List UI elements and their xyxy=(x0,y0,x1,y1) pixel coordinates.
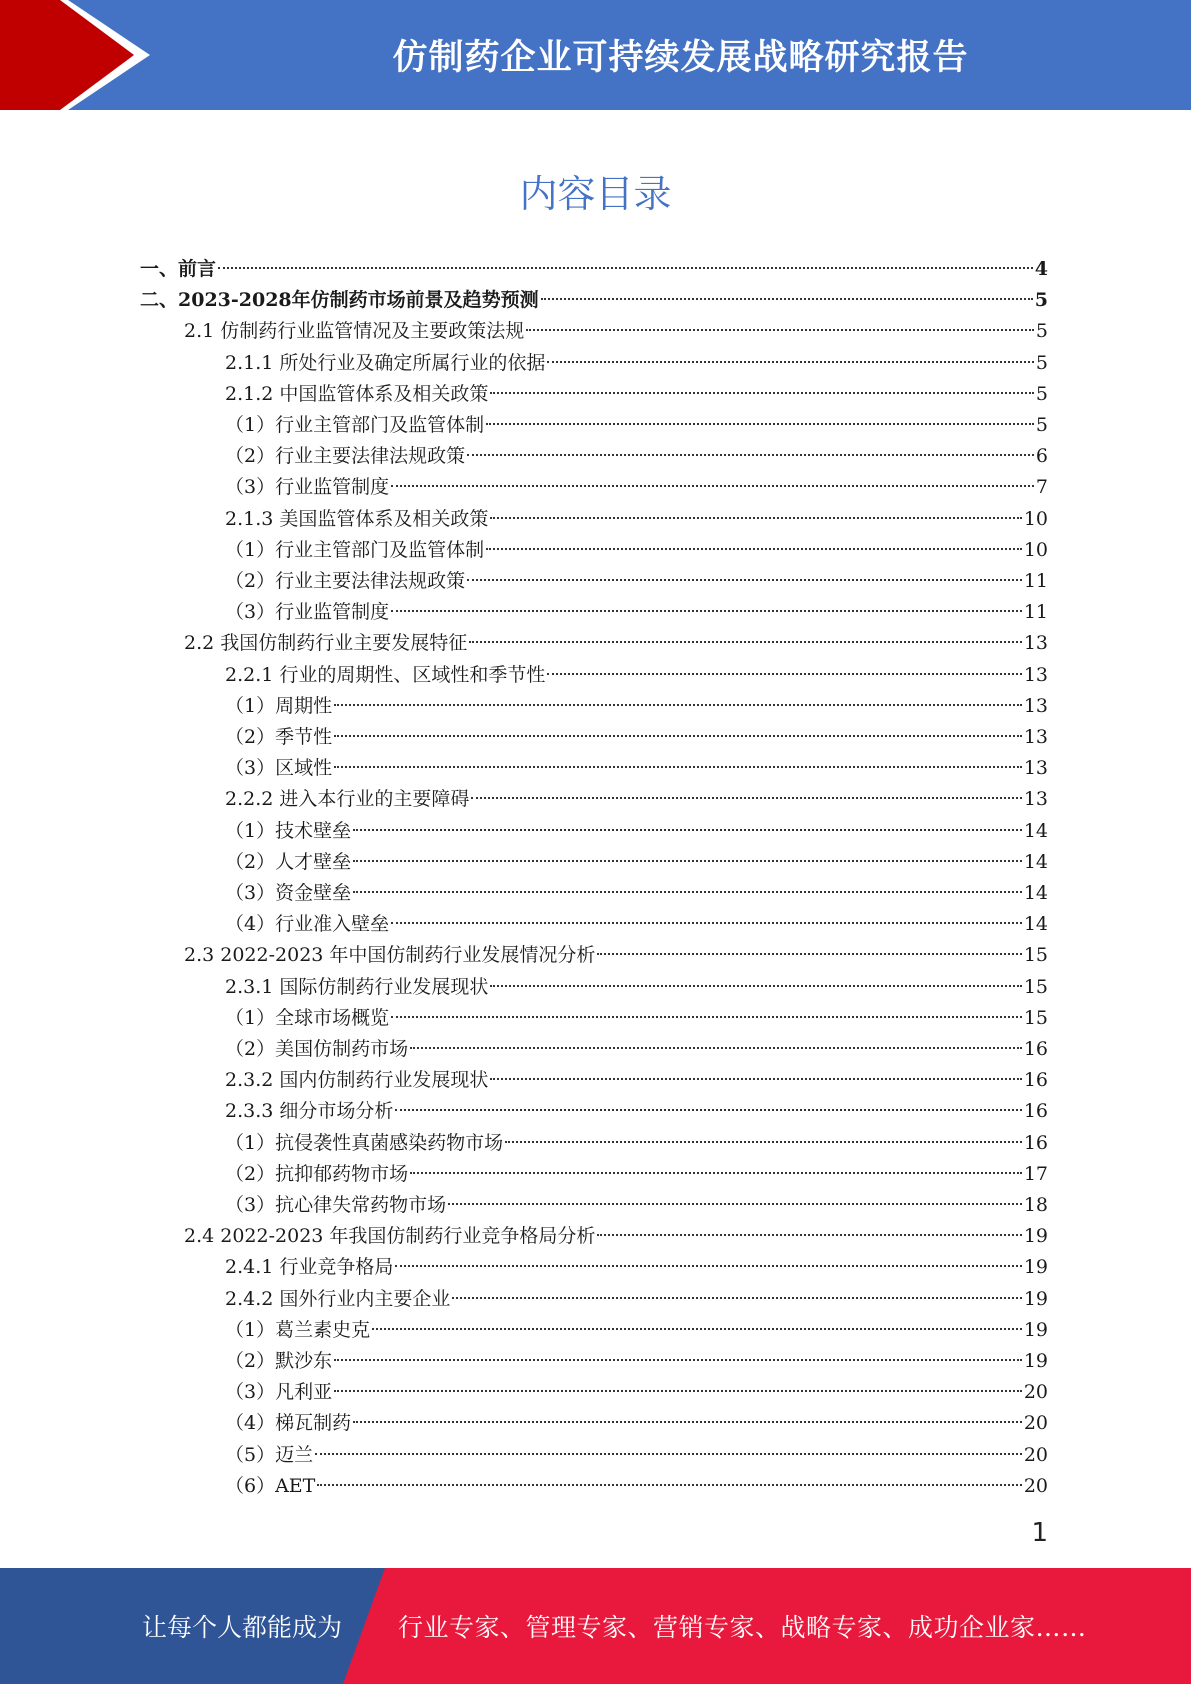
toc-entry-label: 2.4.1 行业竞争格局 xyxy=(225,1256,394,1279)
toc-entry[interactable] xyxy=(225,597,1048,628)
toc-dot-leader xyxy=(334,735,1022,737)
toc-entry[interactable] xyxy=(225,972,1048,1003)
toc-dot-leader xyxy=(490,985,1021,987)
toc-entry-page-number: 5 xyxy=(1035,351,1048,374)
toc-entry-label: （2）默沙东 xyxy=(225,1350,333,1372)
toc-entry-page-number: 14 xyxy=(1023,913,1048,936)
toc-entry-label: （3）凡利亚 xyxy=(225,1381,333,1404)
toc-dot-leader xyxy=(526,329,1034,331)
toc-dot-leader xyxy=(334,766,1022,768)
toc-entry[interactable] xyxy=(225,847,1048,878)
toc-dot-leader xyxy=(317,1484,1021,1486)
toc-entry[interactable] xyxy=(225,1034,1048,1065)
toc-entry-label: （1）行业主管部门及监管体制 xyxy=(225,414,485,436)
toc-entry-label: 2.1.2 中国监管体系及相关政策 xyxy=(225,382,489,405)
toc-dot-leader xyxy=(490,517,1021,519)
toc-entry[interactable] xyxy=(225,1315,1048,1346)
toc-entry-label: （1）抗侵袭性真菌感染药物市场 xyxy=(225,1131,504,1154)
toc-dot-leader xyxy=(391,1016,1022,1018)
toc-entry[interactable] xyxy=(225,1159,1048,1190)
toc-entry[interactable] xyxy=(225,1065,1048,1096)
toc-entry[interactable] xyxy=(225,753,1048,784)
toc-dot-leader xyxy=(372,1328,1022,1330)
toc-entry-label: 2.2.1 行业的周期性、区域性和季节性 xyxy=(225,663,546,686)
toc-entry-page-number: 13 xyxy=(1023,726,1048,748)
toc-entry-page-number: 5 xyxy=(1034,289,1048,312)
toc-dot-leader xyxy=(334,704,1022,706)
toc-entry-page-number: 6 xyxy=(1035,445,1048,468)
footer-banner xyxy=(0,1568,1191,1684)
toc-entry[interactable] xyxy=(184,1221,1048,1252)
toc-entry-page-number: 19 xyxy=(1023,1350,1048,1372)
toc-entry-label: 2.1.3 美国监管体系及相关政策 xyxy=(225,507,489,530)
toc-dot-leader xyxy=(469,641,1022,643)
toc-dot-leader xyxy=(448,1203,1022,1205)
toc-entry[interactable] xyxy=(225,878,1048,909)
toc-entry[interactable] xyxy=(225,1471,1048,1502)
toc-entry-page-number: 5 xyxy=(1035,320,1048,343)
toc-entry-label: （2）行业主要法律法规政策 xyxy=(225,445,466,468)
toc-entry-page-number: 15 xyxy=(1023,1006,1048,1029)
toc-entry-page-number: 16 xyxy=(1023,1100,1048,1123)
toc-entry-page-number: 15 xyxy=(1023,944,1048,967)
toc-entry-label: （3）抗心律失常药物市场 xyxy=(225,1194,447,1216)
toc-dot-leader xyxy=(410,1172,1022,1174)
toc-dot-leader xyxy=(391,485,1034,487)
toc-entry[interactable] xyxy=(184,628,1048,659)
toc-entry-page-number: 20 xyxy=(1023,1474,1048,1497)
toc-entry-label: （1）行业主管部门及监管体制 xyxy=(225,538,485,561)
toc-entry[interactable] xyxy=(184,316,1048,347)
toc-entry-page-number: 16 xyxy=(1023,1131,1048,1154)
toc-entry-label: （2）美国仿制药市场 xyxy=(225,1038,409,1060)
toc-entry-label: （2）抗抑郁药物市场 xyxy=(225,1162,409,1185)
toc-entry-page-number: 19 xyxy=(1023,1287,1048,1310)
toc-entry-label: 2.2.2 进入本行业的主要障碍 xyxy=(225,788,470,811)
toc-entry-page-number: 16 xyxy=(1023,1069,1048,1092)
toc-dot-leader xyxy=(353,891,1022,893)
toc-entry[interactable] xyxy=(225,1128,1048,1159)
toc-dot-leader xyxy=(391,922,1022,924)
toc-entry-page-number: 19 xyxy=(1023,1225,1048,1248)
toc-entry-label: 2.1.1 所处行业及确定所属行业的依据 xyxy=(225,351,546,374)
toc-entry-page-number: 13 xyxy=(1023,663,1048,686)
toc-entry-page-number: 20 xyxy=(1023,1412,1048,1435)
toc-dot-leader xyxy=(547,673,1021,675)
toc-dot-leader xyxy=(353,860,1022,862)
toc-entry-page-number: 10 xyxy=(1023,538,1048,561)
toc-entry-page-number: 11 xyxy=(1023,570,1048,592)
toc-entry-label: （3）行业监管制度 xyxy=(225,476,390,499)
toc-entry[interactable] xyxy=(140,254,1048,285)
toc-entry-label: 二、2023-2028年仿制药市场前景及趋势预测 xyxy=(140,289,539,312)
toc-entry[interactable] xyxy=(225,472,1048,503)
toc-dot-leader xyxy=(597,1234,1021,1236)
toc-entry-page-number: 4 xyxy=(1034,258,1048,280)
toc-dot-leader xyxy=(467,454,1034,456)
toc-dot-leader xyxy=(315,1453,1022,1455)
toc-entry-page-number: 10 xyxy=(1023,507,1048,530)
toc-entry[interactable] xyxy=(225,1346,1048,1377)
toc-entry-label: （2）行业主要法律法规政策 xyxy=(225,570,466,592)
toc-entry[interactable] xyxy=(225,1190,1048,1221)
toc-entry-page-number: 14 xyxy=(1023,882,1048,904)
toc-dot-leader xyxy=(467,579,1022,581)
toc-entry-page-number: 17 xyxy=(1023,1162,1048,1185)
toc-dot-leader xyxy=(486,548,1022,550)
toc-entry[interactable] xyxy=(225,722,1048,753)
toc-heading: 内容目录 xyxy=(519,172,672,216)
toc-entry[interactable] xyxy=(225,535,1048,566)
toc-entry-label: 2.4.2 国外行业内主要企业 xyxy=(225,1287,451,1310)
report-header-banner xyxy=(0,0,1191,110)
toc-dot-leader xyxy=(505,1141,1022,1143)
toc-entry-label: 一、前言 xyxy=(140,258,217,280)
toc-entry-label: （4）行业准入壁垒 xyxy=(225,913,390,936)
footer-slogan-right: 行业专家、管理专家、营销专家、战略专家、成功企业家…… xyxy=(398,1613,1087,1642)
toc-entry-page-number: 14 xyxy=(1023,850,1048,873)
toc-entry[interactable] xyxy=(225,691,1048,722)
toc-entry-label: （6）AET xyxy=(225,1474,316,1497)
toc-entry[interactable] xyxy=(225,1003,1048,1034)
toc-entry-label: 2.3.2 国内仿制药行业发展现状 xyxy=(225,1069,489,1092)
toc-entry-label: 2.3.3 细分市场分析 xyxy=(225,1100,394,1123)
toc-dot-leader xyxy=(395,1109,1021,1111)
toc-entry-label: （3）行业监管制度 xyxy=(225,601,390,624)
toc-entry[interactable] xyxy=(225,379,1048,410)
toc-entry[interactable] xyxy=(225,348,1048,379)
toc-entry[interactable] xyxy=(225,566,1048,597)
report-title: 仿制药企业可持续发展战略研究报告 xyxy=(392,38,969,78)
toc-entry-page-number: 19 xyxy=(1023,1256,1048,1279)
toc-entry[interactable] xyxy=(225,504,1048,535)
toc-dot-leader xyxy=(490,392,1034,394)
toc-entry[interactable] xyxy=(225,441,1048,472)
toc-entry-page-number: 7 xyxy=(1035,476,1048,499)
toc-entry-label: （1）全球市场概览 xyxy=(225,1006,390,1029)
toc-dot-leader xyxy=(547,361,1034,363)
toc-entry-label: 2.3.1 国际仿制药行业发展现状 xyxy=(225,975,489,998)
toc-entry[interactable] xyxy=(225,1440,1048,1471)
toc-entry-label: 2.2 我国仿制药行业主要发展特征 xyxy=(184,632,468,655)
toc-entry[interactable] xyxy=(225,1408,1048,1439)
toc-entry-label: （1）葛兰素史克 xyxy=(225,1318,371,1341)
toc-entry-label: （1）技术壁垒 xyxy=(225,819,352,842)
toc-dot-leader xyxy=(490,1078,1021,1080)
toc-dot-leader xyxy=(395,1265,1021,1267)
toc-entry-label: 2.4 2022-2023 年我国仿制药行业竞争格局分析 xyxy=(184,1225,596,1248)
toc-dot-leader xyxy=(353,829,1022,831)
toc-entry-page-number: 13 xyxy=(1023,694,1048,717)
toc-entry[interactable] xyxy=(225,1284,1048,1315)
toc-entry[interactable] xyxy=(184,940,1048,971)
toc-entry-label: （3）区域性 xyxy=(225,757,333,780)
toc-dot-leader xyxy=(410,1047,1022,1049)
toc-entry-page-number: 5 xyxy=(1035,414,1048,436)
toc-entry-label: （4）梯瓦制药 xyxy=(225,1412,352,1435)
toc-entry-page-number: 13 xyxy=(1023,788,1048,811)
toc-entry[interactable] xyxy=(225,1252,1048,1283)
toc-entry[interactable] xyxy=(225,909,1048,940)
toc-entry-page-number: 11 xyxy=(1023,601,1048,624)
toc-entry-page-number: 13 xyxy=(1023,632,1048,655)
toc-dot-leader xyxy=(391,610,1022,612)
toc-entry-label: （2）人才壁垒 xyxy=(225,850,352,873)
footer-slogan-left: 让每个人都能成为 xyxy=(142,1613,343,1642)
toc-entry-label: （2）季节性 xyxy=(225,726,333,748)
toc-entry-label: （3）资金壁垒 xyxy=(225,882,352,904)
toc-dot-leader xyxy=(452,1297,1021,1299)
toc-entry[interactable] xyxy=(225,410,1048,441)
toc-entry[interactable] xyxy=(225,1377,1048,1408)
toc-entry[interactable] xyxy=(225,816,1048,847)
toc-entry-page-number: 20 xyxy=(1023,1443,1048,1466)
toc-entry-label: （1）周期性 xyxy=(225,694,333,717)
toc-dot-leader xyxy=(541,298,1033,300)
toc-dot-leader xyxy=(597,953,1021,955)
toc-entry-page-number: 19 xyxy=(1023,1318,1048,1341)
toc-entry-label: （5）迈兰 xyxy=(225,1443,314,1466)
toc-entry[interactable] xyxy=(225,784,1048,815)
toc-entry-page-number: 16 xyxy=(1023,1038,1048,1060)
toc-entry-page-number: 20 xyxy=(1023,1381,1048,1404)
toc-entry-page-number: 14 xyxy=(1023,819,1048,842)
toc-entry-label: 2.1 仿制药行业监管情况及主要政策法规 xyxy=(184,320,525,343)
toc-entry-page-number: 13 xyxy=(1023,757,1048,780)
toc-dot-leader xyxy=(334,1390,1022,1392)
toc-entry-label: 2.3 2022-2023 年中国仿制药行业发展情况分析 xyxy=(184,944,596,967)
toc-entry-page-number: 18 xyxy=(1023,1194,1048,1216)
toc-entry[interactable] xyxy=(225,1096,1048,1127)
toc-dot-leader xyxy=(218,267,1033,269)
toc-entry[interactable] xyxy=(140,285,1048,316)
toc-dot-leader xyxy=(334,1359,1022,1361)
toc-entry-page-number: 5 xyxy=(1035,382,1048,405)
toc-dot-leader xyxy=(353,1421,1022,1423)
toc-entry[interactable] xyxy=(225,660,1048,691)
page-number: 1 xyxy=(1031,1518,1048,1548)
toc-dot-leader xyxy=(486,423,1034,425)
toc-dot-leader xyxy=(471,797,1021,799)
toc-entry-page-number: 15 xyxy=(1023,975,1048,998)
